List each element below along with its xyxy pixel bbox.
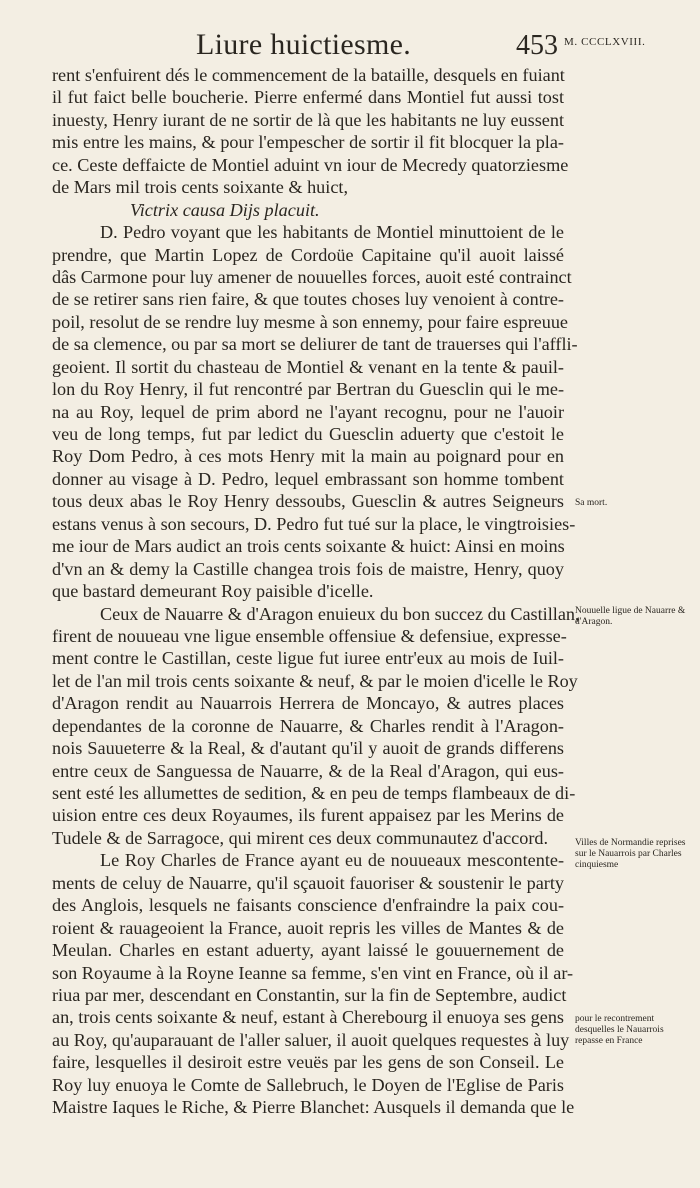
text-line: riua par mer, descendant en Constantin, sur la fin de Septembre, audict [52,984,567,1005]
text-line: ments de celuy de Nauarre, qu'il sçauoit fauoriser & soustenir le party [52,872,564,893]
text-line: rent s'enfuirent dés le commencement de la bataille, desquels en fuiant [52,65,565,85]
text-line: veu de long temps, fut par ledict du Guesclin aduerty que c'estoit le [52,424,564,444]
text-line: tous deux abas le Roy Henry dessoubs, Guesclin & autres Seigneurs [52,491,564,512]
marginal-note: pour le recontrement desquelles le Nauarrois repasse en France [575,1014,664,1046]
text-line: roient & rauageoient la France, auoit repris les villes de Mantes & de [52,917,564,938]
text-line: ment contre le Castillan, ceste ligue fut iuree entr'eux au mois de Iuil- [52,648,564,669]
text-line: d'vn an & demy la Castille changea trois fois de maistre, Henry, quoy [52,558,564,579]
running-title: Liure huictiesme. [196,28,412,61]
text-line: geoient. Il sortit du chasteau de Montiel & venant en la tente & pauil- [52,356,564,377]
latin-motto: Victrix causa Dijs placuit. [130,199,320,220]
text-line: Maistre Iaques le Riche, & Pierre Blanchet: Ausquels il demanda que le [52,1097,575,1118]
text-line: firent de nouueau vne ligue ensemble offensiue & defensiue, expresse- [52,625,567,646]
text-line: lon du Roy Henry, il fut rencontré par Bertran du Guesclin qui le me- [52,379,564,400]
text-line: Meulan. Charles en estant aduerty, ayant laissé le gouuernement de [52,940,564,961]
text-line: son Royaume à la Royne Ieanne sa femme, s'en vint en France, où il ar- [52,962,574,983]
text-line: de Mars mil trois cents soixante & huict, [52,177,348,198]
marginal-note: Nouuelle ligue de Nauarre & d'Aragon. [575,606,686,627]
text-line: que bastard demeurant Roy paisible d'icelle. [52,581,374,602]
page-header [0,28,700,68]
text-line: me iour de Mars audict an trois cents soixante & huict: Ainsi en moins [52,536,565,557]
text-line: faire, lesquelles il desiroit estre veuës par les gens de son Conseil. Le [52,1052,564,1073]
body-text [52,64,580,1119]
text-line: Le Roy Charles de France ayant eu de nouueaux mescontente- [100,850,564,871]
text-line: inuesty, Henry iurant de ne sortir de là que les habitants ne luy eussent [52,109,564,130]
text-line: entre ceux de Sanguessa de Nauarre, & de la Real d'Aragon, qui eus- [52,760,564,781]
text-line: au Roy, qu'auparauant de l'aller saluer, il auoit quelques requestes à luy [52,1029,570,1050]
text-line: ce. Ceste deffaicte de Montiel aduint vn iour de Mecredy quatorziesme [52,154,569,175]
text-line: sent esté les allumettes de sedition, & en peu de temps flambeaux de di- [52,783,576,803]
text-line: prendre, que Martin Lopez de Cordoüe Capitaine qu'il auoit laissé [52,244,564,265]
text-line: dependantes de la coronne de Nauarre, & Charles rendit à l'Aragon- [52,715,564,736]
text-line: des Anglois, lesquels ne faisants conscience d'enfraindre la paix cou- [52,895,564,916]
page-number: 453 [516,30,558,61]
text-line: na au Roy, lequel de prim abord ne l'ayant recognu, pour ne l'auoir [52,401,564,422]
text-line: poil, resolut de se rendre luy mesme à son ennemy, pour faire espreuue [52,311,568,332]
text-line: Tudele & de Sarragoce, qui mirent ces deux communautez d'accord. [52,827,549,848]
text-line: let de l'an mil trois cents soixante & neuf, & par le moien d'icelle le Roy [52,670,578,691]
marginal-note: Villes de Normandie reprises sur le Nauarrois par Charles cinquiesme [575,838,686,870]
text-line: il fut faict belle boucherie. Pierre enfermé dans Montiel fut aussi tost [52,87,564,108]
text-line: Ceux de Nauarre & d'Aragon enuieux du bon succez du Castillan, [100,603,580,624]
text-line: an, trois cents soixante & neuf, estant à Cherebourg il enuoya ses gens [52,1007,564,1028]
text-line: nois Sauueterre & la Real, & d'autant qu'il y auoit de grands differens [52,738,564,759]
text-line: Roy Dom Pedro, à ces mots Henry mit la main au poignard pour en [52,446,564,467]
text-line: estans venus à son secours, D. Pedro fut tué sur la place, le vingtroisies- [52,513,576,534]
year-marginal-note: M. CCCLXVIII. [564,36,646,48]
text-line: uision entre ces deux Royaumes, ils furent appaisez par les Merins de [52,805,564,826]
text-line: Roy luy enuoya le Comte de Sallebruch, le Doyen de l'Eglise de Paris [52,1074,564,1095]
text-line: de sa clemence, ou par sa mort se deliurer de tant de trauerses qui l'affli- [52,334,578,355]
text-line: D. Pedro voyant que les habitants de Montiel minuttoient de le [100,222,564,243]
marginal-note: Sa mort. [575,498,608,508]
text-line: dâs Carmone pour luy amener de nouuelles forces, auoit esté contrainct [52,266,572,287]
text-line: donner au visage à D. Pedro, lequel embrassant son homme tombent [52,468,564,489]
text-line: d'Aragon rendit au Nauarrois Herrera de Moncayo, & autres places [52,693,564,714]
text-line: mis entre les mains, & pour l'empescher de sortir il fit blocquer la pla- [52,132,564,153]
text-line: de se retirer sans rien faire, & que toutes choses luy venoient à contre- [52,289,564,310]
